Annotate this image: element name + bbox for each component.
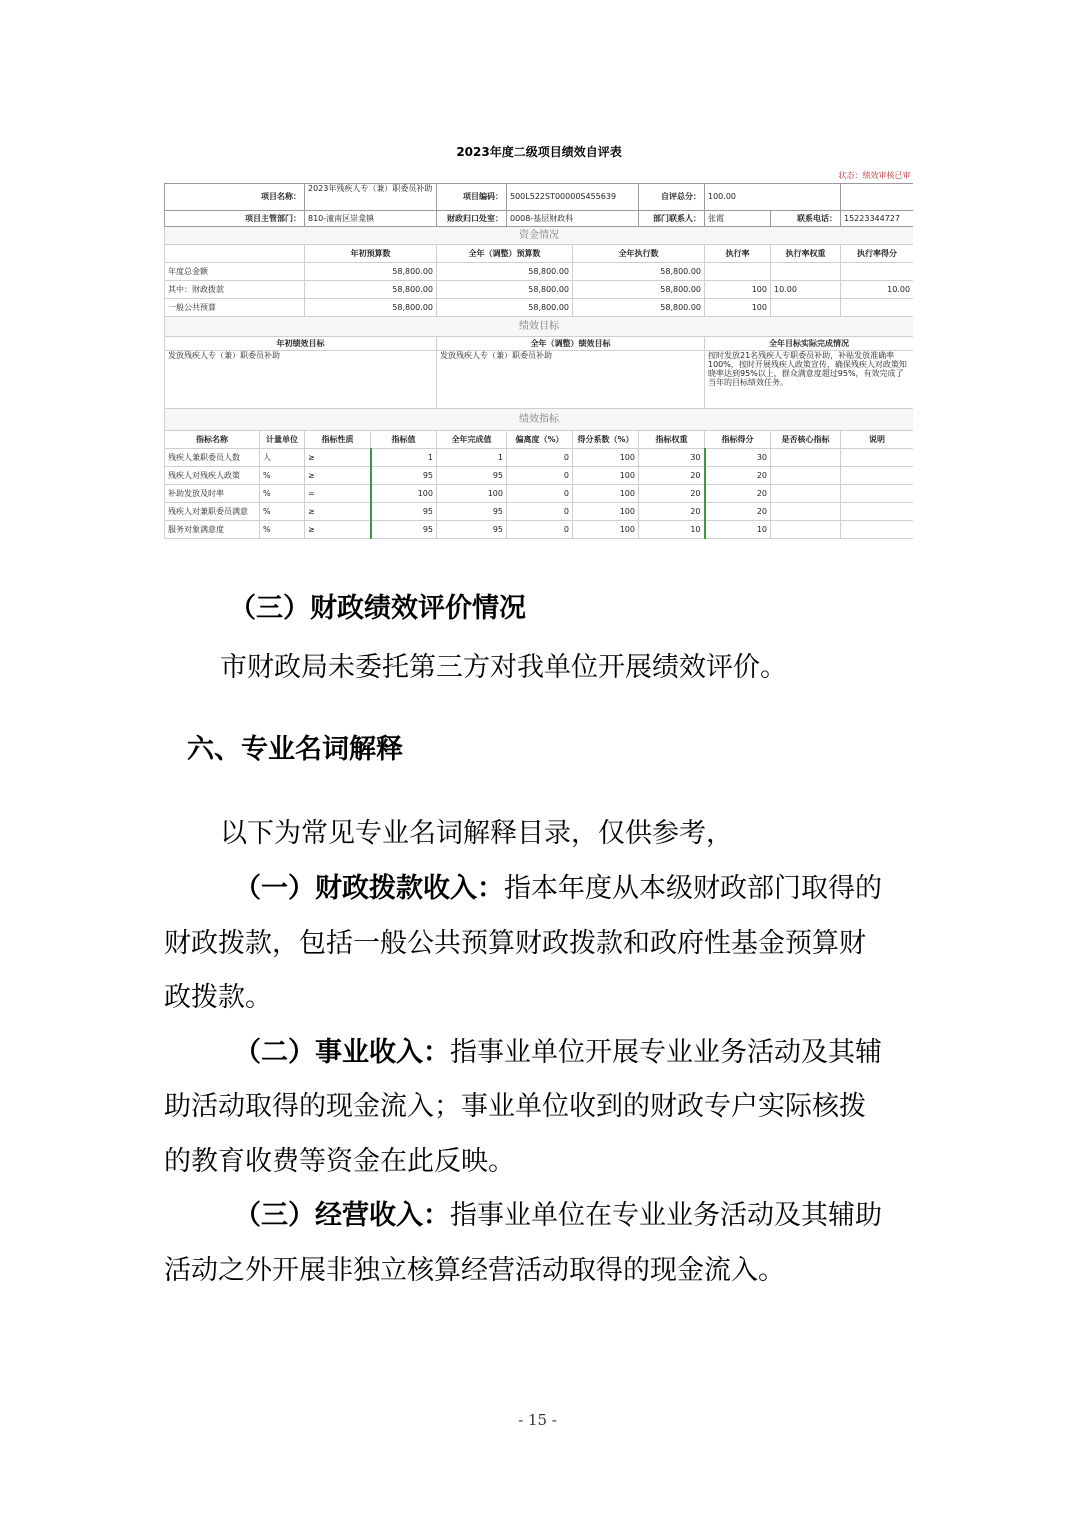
project-code-label: 项目编码： bbox=[437, 183, 507, 210]
indicator-cell: 95 bbox=[437, 502, 507, 520]
funds-score: 10.00 bbox=[841, 280, 914, 298]
indicator-cell: = bbox=[305, 484, 371, 502]
indicator-header: 全年完成值 bbox=[437, 430, 507, 448]
term-2-line-3: 的教育收费等资金在此反映。 bbox=[164, 1146, 515, 1177]
term-1-text: 指本年度从本级财政部门取得的 bbox=[504, 873, 882, 904]
indicator-cell: 20 bbox=[639, 484, 705, 502]
term-3-line-2: 活动之外开展非独立核算经营活动取得的现金流入。 bbox=[164, 1255, 785, 1286]
table-title: 2023年度二级项目绩效自评表 bbox=[456, 144, 622, 159]
performance-self-evaluation-table bbox=[164, 135, 913, 543]
indicator-cell: 100 bbox=[573, 466, 639, 484]
goals-section-title: 绩效目标 bbox=[165, 316, 914, 336]
indicator-cell: 残疾人兼职委员人数 bbox=[165, 448, 260, 466]
term-3-line-1 bbox=[234, 1201, 882, 1231]
funds-header: 全年执行数 bbox=[573, 244, 705, 262]
indicator-cell: 100 bbox=[573, 502, 639, 520]
indicator-cell bbox=[841, 484, 914, 502]
indicator-cell: ≥ bbox=[305, 466, 371, 484]
indicator-cell: 20 bbox=[705, 466, 771, 484]
funds-weight: 10.00 bbox=[771, 280, 841, 298]
indicator-cell bbox=[841, 448, 914, 466]
page-number: - 15 - bbox=[518, 1411, 557, 1429]
finance-label: 财政归口处室： bbox=[437, 210, 507, 226]
funds-header: 执行率权重 bbox=[771, 244, 841, 262]
indicator-cell: 0 bbox=[507, 484, 573, 502]
indicator-cell bbox=[771, 520, 841, 538]
indicator-cell: 0 bbox=[507, 520, 573, 538]
term-3-text: 指事业单位在专业业务活动及其辅助 bbox=[450, 1200, 882, 1231]
indicator-cell: 100 bbox=[437, 484, 507, 502]
dept-label: 项目主管部门： bbox=[165, 210, 305, 226]
funds-header: 执行率 bbox=[705, 244, 771, 262]
goals-header: 全年（调整）绩效目标 bbox=[437, 336, 705, 350]
funds-budget: 58,800.00 bbox=[305, 280, 437, 298]
indicator-header: 计量单位 bbox=[260, 430, 305, 448]
indicator-cell: 100 bbox=[573, 520, 639, 538]
indicator-rows bbox=[165, 448, 914, 538]
indicator-cell: 残疾人对兼职委员满意 bbox=[165, 502, 260, 520]
term-1-line-1 bbox=[234, 874, 882, 904]
indicator-cell: 1 bbox=[371, 448, 437, 466]
indicator-cell: ≥ bbox=[305, 448, 371, 466]
funds-budget: 58,800.00 bbox=[305, 298, 437, 316]
goals-header: 全年目标实际完成情况 bbox=[705, 336, 914, 350]
table-row bbox=[165, 502, 914, 520]
table-row bbox=[165, 520, 914, 538]
self-score-label: 自评总分： bbox=[639, 183, 705, 210]
contact-value: 张霞 bbox=[705, 210, 771, 226]
goal-initial: 发放残疾人专（兼）职委员补助 bbox=[165, 350, 437, 408]
funds-row-label: 其中：财政拨款 bbox=[165, 280, 305, 298]
indicator-cell bbox=[841, 502, 914, 520]
indicator-header: 指标权重 bbox=[639, 430, 705, 448]
term-2-label: （二）事业收入： bbox=[234, 1037, 450, 1068]
funds-section-title: 资金情况 bbox=[165, 226, 914, 244]
section-3-body: 市财政局未委托第三方对我单位开展绩效评价。 bbox=[220, 652, 787, 683]
indicator-cell: 10 bbox=[639, 520, 705, 538]
indicator-cell: 补助发放及时率 bbox=[165, 484, 260, 502]
indicator-header: 得分系数（%） bbox=[573, 430, 639, 448]
indicator-cell: 0 bbox=[507, 448, 573, 466]
funds-executed: 58,800.00 bbox=[573, 280, 705, 298]
funds-weight bbox=[771, 262, 841, 280]
indicator-cell: 95 bbox=[371, 502, 437, 520]
funds-row-label: 一般公共预算 bbox=[165, 298, 305, 316]
indicator-cell: 95 bbox=[437, 520, 507, 538]
indicator-cell: % bbox=[260, 466, 305, 484]
funds-score bbox=[841, 262, 914, 280]
finance-value: 0008-基层财政科 bbox=[507, 210, 639, 226]
indicator-cell bbox=[771, 484, 841, 502]
project-name-label: 项目名称： bbox=[165, 183, 305, 210]
indicator-cell: % bbox=[260, 502, 305, 520]
indicators-section-title: 绩效指标 bbox=[165, 408, 914, 430]
project-name-value: 2023年残疾人专（兼）职委员补助 bbox=[305, 183, 437, 210]
indicator-cell: 20 bbox=[639, 502, 705, 520]
funds-adjusted: 58,800.00 bbox=[437, 280, 573, 298]
indicator-header: 指标名称 bbox=[165, 430, 260, 448]
indicator-header: 指标值 bbox=[371, 430, 437, 448]
phone-label: 联系电话： bbox=[771, 210, 841, 226]
contact-label: 部门联系人： bbox=[639, 210, 705, 226]
indicator-cell bbox=[841, 520, 914, 538]
funds-adjusted: 58,800.00 bbox=[437, 262, 573, 280]
indicator-cell: 100 bbox=[573, 484, 639, 502]
goals-header: 年初绩效目标 bbox=[165, 336, 437, 350]
indicator-cell: 95 bbox=[437, 466, 507, 484]
funds-rate: 100 bbox=[705, 298, 771, 316]
indicator-header: 指标得分 bbox=[705, 430, 771, 448]
term-1-line-3: 政拨款。 bbox=[164, 982, 272, 1013]
indicator-cell: 20 bbox=[639, 466, 705, 484]
term-3-label: （三）经营收入： bbox=[234, 1200, 450, 1231]
funds-rate: 100 bbox=[705, 280, 771, 298]
table-row bbox=[165, 466, 914, 484]
indicator-cell bbox=[771, 448, 841, 466]
indicator-cell: 95 bbox=[371, 466, 437, 484]
status-badge: 状态：绩效审核已审 bbox=[838, 171, 911, 181]
funds-executed: 58,800.00 bbox=[573, 298, 705, 316]
indicator-header: 是否核心指标 bbox=[771, 430, 841, 448]
indicator-cell: ≥ bbox=[305, 520, 371, 538]
table-row bbox=[165, 298, 914, 316]
term-2-line-2: 助活动取得的现金流入；事业单位收到的财政专户实际核拨 bbox=[164, 1091, 866, 1122]
indicator-cell bbox=[771, 466, 841, 484]
indicator-cell: 0 bbox=[507, 466, 573, 484]
indicator-cell: ≥ bbox=[305, 502, 371, 520]
indicator-cell: 100 bbox=[371, 484, 437, 502]
indicator-cell: % bbox=[260, 520, 305, 538]
indicator-cell: 20 bbox=[705, 484, 771, 502]
indicator-cell: 人 bbox=[260, 448, 305, 466]
indicator-header: 指标性质 bbox=[305, 430, 371, 448]
funds-adjusted: 58,800.00 bbox=[437, 298, 573, 316]
funds-header: 执行率得分 bbox=[841, 244, 914, 262]
indicator-cell: 100 bbox=[573, 448, 639, 466]
term-2-line-1 bbox=[234, 1038, 882, 1068]
goal-actual: 按时发放21名残疾人专职委员补助，补贴发放准确率100%，按时开展残疾人政策宣传，确保残疾人对政策知晓率达到95%以上，群众满意度超过95%，有效完成了当年的目标绩效任务。 bbox=[705, 350, 914, 408]
funds-header: 年初预算数 bbox=[305, 244, 437, 262]
indicator-cell: 20 bbox=[705, 502, 771, 520]
term-2-text: 指事业单位开展专业业务活动及其辅 bbox=[450, 1037, 882, 1068]
indicator-cell: 10 bbox=[705, 520, 771, 538]
table-row bbox=[165, 262, 914, 280]
project-code-value: 500L522ST00000S455639 bbox=[507, 183, 639, 210]
indicator-cell bbox=[771, 502, 841, 520]
section-6-heading: 六、专业名词解释 bbox=[187, 734, 403, 765]
self-score-value: 100.00 bbox=[705, 183, 841, 210]
phone-value: 15223344727 bbox=[841, 210, 914, 226]
dept-value: 810-潼南区崇龛镇 bbox=[305, 210, 437, 226]
goal-adjusted: 发放残疾人专（兼）职委员补助 bbox=[437, 350, 705, 408]
indicator-cell: 0 bbox=[507, 502, 573, 520]
indicator-cell: 1 bbox=[437, 448, 507, 466]
indicator-cell: 30 bbox=[705, 448, 771, 466]
funds-score bbox=[841, 298, 914, 316]
glossary-intro: 以下为常见专业名词解释目录，仅供参考， bbox=[220, 818, 733, 849]
funds-executed: 58,800.00 bbox=[573, 262, 705, 280]
indicator-header: 偏离度（%） bbox=[507, 430, 573, 448]
funds-budget: 58,800.00 bbox=[305, 262, 437, 280]
indicator-cell: 服务对象满意度 bbox=[165, 520, 260, 538]
table-row bbox=[165, 280, 914, 298]
indicator-cell bbox=[841, 466, 914, 484]
indicator-cell: 95 bbox=[371, 520, 437, 538]
funds-rate bbox=[705, 262, 771, 280]
funds-header: 全年（调整）预算数 bbox=[437, 244, 573, 262]
section-3-heading: （三）财政绩效评价情况 bbox=[229, 593, 526, 624]
table-row bbox=[165, 448, 914, 466]
term-1-label: （一）财政拨款收入： bbox=[234, 873, 504, 904]
indicator-header: 说明 bbox=[841, 430, 914, 448]
term-1-line-2: 财政拨款，包括一般公共预算财政拨款和政府性基金预算财 bbox=[164, 928, 866, 959]
funds-row-label: 年度总金额 bbox=[165, 262, 305, 280]
indicator-cell: 残疾人对残疾人政策 bbox=[165, 466, 260, 484]
table-row bbox=[165, 484, 914, 502]
indicator-cell: 30 bbox=[639, 448, 705, 466]
indicator-cell: % bbox=[260, 484, 305, 502]
funds-weight bbox=[771, 298, 841, 316]
